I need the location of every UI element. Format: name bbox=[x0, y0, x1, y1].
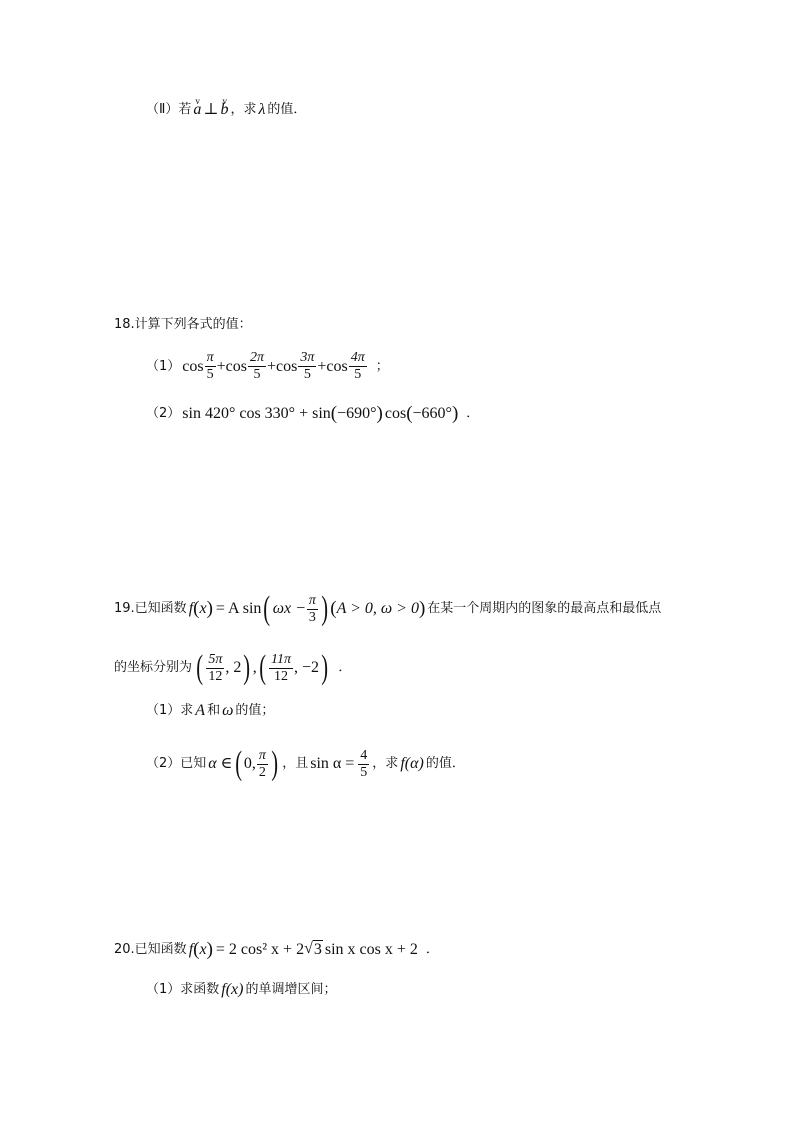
numerator: 4π bbox=[350, 350, 365, 365]
q19-sub1-end: 的值； bbox=[235, 703, 275, 718]
arg-690: −690° bbox=[337, 405, 377, 422]
numerator: 3π bbox=[300, 350, 315, 365]
cos-term: cos bbox=[326, 357, 348, 375]
q18-sub1-label: （1） bbox=[146, 358, 181, 374]
q19-end: ． bbox=[338, 660, 352, 675]
part2-line bbox=[146, 101, 306, 119]
denominator: 2 bbox=[258, 764, 266, 780]
condition: A > 0, ω > 0 bbox=[336, 600, 419, 617]
perp-symbol: ⊥ bbox=[203, 101, 219, 118]
arg-660: −660° bbox=[412, 405, 452, 422]
plus-sign: + bbox=[317, 357, 327, 375]
q18-title-text: 18.计算下列各式的值： bbox=[114, 317, 252, 332]
big-paren: ( bbox=[234, 745, 242, 782]
fraction bbox=[269, 652, 293, 685]
fraction bbox=[257, 748, 268, 781]
q20-function bbox=[189, 940, 418, 959]
denominator: 5 bbox=[206, 367, 214, 382]
q19-sub2-end: 的值． bbox=[425, 756, 465, 771]
q19-text1: 在某一个周期内的图象的最高点和最低点 bbox=[427, 601, 662, 616]
numerator: 4 bbox=[360, 747, 368, 763]
paren: ) bbox=[376, 403, 383, 424]
big-paren: ( bbox=[196, 649, 204, 686]
paren: ) bbox=[451, 403, 459, 424]
omega-symbol: ω bbox=[222, 702, 234, 719]
f-alpha: f(α) bbox=[400, 755, 424, 772]
f-symbol: f bbox=[188, 600, 194, 617]
q19-function bbox=[189, 592, 426, 626]
q18-sub2 bbox=[146, 405, 479, 423]
numerator: 2π bbox=[249, 350, 264, 365]
denominator: 5 bbox=[303, 367, 311, 382]
numerator: π bbox=[258, 747, 266, 763]
fraction bbox=[298, 350, 316, 383]
perp-expression bbox=[193, 101, 228, 119]
expr-part-1: = 2 cos² x + 2 bbox=[215, 940, 305, 958]
q18-sub1-expression bbox=[182, 350, 367, 383]
q18-sub2-label: （2） bbox=[146, 406, 181, 421]
paren: ( bbox=[193, 938, 200, 960]
q19-sub2-ask: ，求 bbox=[372, 756, 399, 771]
fx-symbol: f(x) bbox=[221, 981, 244, 998]
paren: ) bbox=[206, 938, 213, 960]
coordinates bbox=[194, 651, 330, 685]
part2-tail: ，求 bbox=[230, 102, 257, 117]
paren: ) bbox=[418, 598, 426, 619]
interval-start: 0, bbox=[243, 755, 256, 772]
fraction bbox=[358, 748, 369, 781]
sin-alpha-eq bbox=[310, 748, 370, 781]
omega-x: ωx − bbox=[272, 600, 306, 617]
big-paren: ( bbox=[258, 649, 266, 686]
eq-a-sin: = A sin bbox=[215, 600, 262, 617]
q20-end: ． bbox=[425, 941, 439, 957]
q19-sub2 bbox=[146, 747, 465, 781]
fraction bbox=[307, 593, 318, 626]
q19-title: 19.已知函数 bbox=[114, 601, 187, 616]
q20-line bbox=[114, 940, 439, 959]
radicand: 3 bbox=[313, 941, 322, 958]
numerator: π bbox=[206, 350, 214, 365]
denominator: 3 bbox=[308, 609, 316, 625]
q18-sub1-end: ； bbox=[375, 358, 389, 374]
numerator: 5π bbox=[208, 651, 223, 667]
vector-a: v a bbox=[193, 101, 201, 119]
cos-term: cos bbox=[182, 357, 204, 375]
alpha-interval bbox=[208, 747, 280, 781]
f-symbol: f bbox=[188, 940, 194, 958]
point1-y: , 2 bbox=[225, 659, 242, 676]
q20-sub1 bbox=[146, 981, 337, 999]
vector-b: v b bbox=[220, 101, 228, 119]
q18-title bbox=[114, 316, 252, 334]
q19-sub2-label: （2）已知 bbox=[146, 756, 207, 771]
denominator: 5 bbox=[360, 764, 368, 780]
big-paren: ) bbox=[271, 745, 278, 782]
expr-part-2: sin x cos x + 2 bbox=[324, 940, 418, 958]
q19-sub2-and: ，且 bbox=[282, 756, 309, 771]
cos-term: cos bbox=[225, 357, 247, 375]
q19-sub1-label: （1）求 bbox=[146, 703, 194, 718]
q19-line2 bbox=[114, 651, 351, 685]
plus-sign: + bbox=[267, 357, 277, 375]
q20-sub1-label: （1）求函数 bbox=[146, 982, 220, 997]
numerator: 11π bbox=[271, 651, 291, 667]
denominator: 12 bbox=[274, 668, 288, 684]
fraction bbox=[205, 350, 216, 383]
q19-text2: 的坐标分别为 bbox=[114, 660, 193, 675]
a-symbol: A bbox=[195, 702, 206, 719]
q18-sub2-end: ． bbox=[466, 406, 480, 421]
cos-term: cos bbox=[276, 357, 298, 375]
sin-alpha: sin α = bbox=[310, 755, 355, 772]
paren: ( bbox=[193, 598, 200, 619]
x-symbol: x bbox=[199, 600, 207, 617]
paren: ) bbox=[206, 598, 213, 619]
q18-sub1 bbox=[146, 350, 389, 383]
x-symbol: x bbox=[199, 940, 207, 958]
q19-sub1-and: 和 bbox=[207, 703, 221, 718]
comma: , bbox=[252, 659, 257, 676]
lambda-symbol: λ bbox=[258, 101, 266, 118]
big-paren: ( bbox=[263, 590, 271, 627]
fraction bbox=[206, 652, 224, 685]
denominator: 12 bbox=[208, 668, 223, 684]
alpha-in: α ∈ bbox=[208, 755, 233, 772]
paren: ( bbox=[330, 403, 338, 424]
denominator: 5 bbox=[253, 367, 261, 382]
point2-y: , −2 bbox=[294, 659, 320, 676]
q20-title: 20.已知函数 bbox=[114, 941, 187, 957]
q20-sub1-end: 的单调增区间； bbox=[245, 982, 337, 997]
part2-end: 的值． bbox=[267, 102, 307, 117]
radical-sign: √ bbox=[304, 940, 313, 957]
fraction bbox=[248, 350, 266, 383]
fraction bbox=[349, 350, 367, 383]
part2-label: （Ⅱ）若 bbox=[146, 102, 192, 117]
big-paren: ) bbox=[321, 590, 328, 627]
denominator: 5 bbox=[354, 367, 362, 382]
paren: ( bbox=[330, 598, 337, 619]
cos-term: cos bbox=[384, 405, 407, 422]
q18-sub2-expression bbox=[182, 405, 458, 423]
expr-part-a: sin 420° cos 330° + sin bbox=[182, 405, 331, 422]
big-paren: ) bbox=[243, 649, 251, 686]
sqrt-3 bbox=[304, 940, 323, 959]
q19-sub1 bbox=[146, 702, 274, 720]
big-paren: ) bbox=[321, 649, 329, 686]
plus-sign: + bbox=[216, 357, 226, 375]
numerator: π bbox=[308, 592, 316, 608]
q19-line1 bbox=[114, 592, 661, 626]
paren: ( bbox=[406, 403, 413, 424]
